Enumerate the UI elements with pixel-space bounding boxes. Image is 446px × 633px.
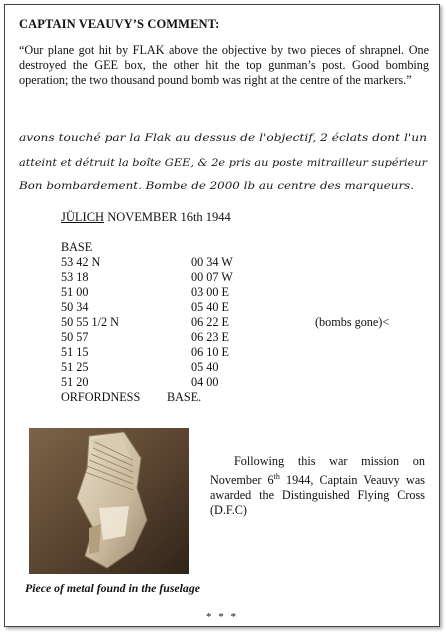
photo-caption: Piece of metal found in the fuselage — [25, 581, 200, 595]
log-note: (bombs gone)< — [315, 315, 390, 329]
log-position: 50 34 — [61, 300, 89, 314]
log-heading: 04 00 — [191, 375, 219, 389]
log-heading: 06 22 E — [191, 315, 229, 329]
dfc-paragraph — [210, 454, 425, 518]
log-position: BASE — [61, 240, 93, 254]
log-position: 50 55 1/2 N — [61, 315, 119, 329]
log-end-place: ORFORDNESS — [61, 390, 141, 404]
mission-title — [61, 210, 231, 225]
log-position: 51 20 — [61, 375, 89, 389]
log-heading: 05 40 E — [191, 300, 229, 314]
log-position: 51 15 — [61, 345, 89, 359]
mission-place: JÜLICH — [61, 210, 105, 224]
dfc-superscript: th — [273, 472, 280, 481]
log-heading: 00 07 W — [191, 270, 233, 284]
comment-quote: “Our plane got hit by FLAK above the objective by two pieces of shrapnel. One destroyed the GEE box, the other hit the top gunman’s post. Good bombing operation; the two thousand pound bomb was right at the centre of the markers.” — [19, 43, 429, 87]
dfc-text-start: Following this war mission on November 6 — [210, 454, 425, 488]
section-heading: CAPTAIN VEAUVY’S COMMENT: — [19, 17, 220, 31]
log-heading: 03 00 E — [191, 285, 229, 299]
handwriting-line: atteint et détruit la boîte GEE, & 2e pris au poste mitrailleur supérieur — [19, 157, 429, 169]
log-end-base: BASE. — [167, 390, 202, 404]
log-heading: 06 23 E — [191, 330, 229, 344]
log-position: 50 57 — [61, 330, 89, 344]
metal-fragment-photo — [29, 428, 189, 574]
dfc-text-end: 1944, Captain Veauvy was awarded the Distinguished Flying Cross (D.F.C) — [210, 473, 425, 518]
log-heading: 00 34 W — [191, 255, 233, 269]
log-position: 53 18 — [61, 270, 89, 284]
end-mark: * * * — [206, 611, 238, 623]
handwriting-line: Bon bombardement. Bombe de 2000 lb au centre des marqueurs. — [17, 180, 414, 192]
log-position: 51 00 — [61, 285, 89, 299]
log-position: 53 42 N — [61, 255, 101, 269]
mission-date: NOVEMBER 16th 1944 — [107, 210, 231, 224]
log-heading: 06 10 E — [191, 345, 229, 359]
log-heading: 05 40 — [191, 360, 219, 374]
handwritten-note — [17, 123, 431, 201]
document-page — [4, 4, 440, 627]
handwriting-line: avons touché par la Flak au dessus de l'objectif, 2 éclats dont l'un — [19, 132, 427, 144]
log-position: 51 25 — [61, 360, 89, 374]
